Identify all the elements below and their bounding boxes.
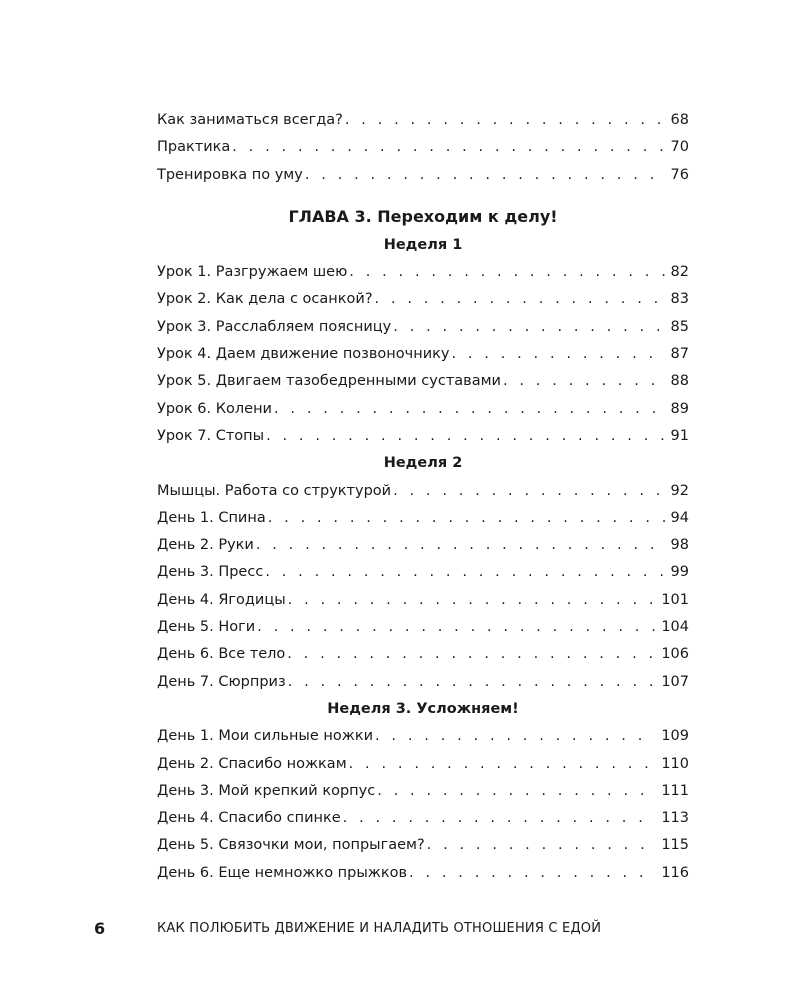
toc-entry-page: 83 [670,291,689,308]
toc-entry-page: 109 [661,728,689,745]
week-heading: Неделя 1 [383,236,463,253]
toc-entry-title: День 3. Мой крепкий корпус [157,782,376,799]
dot-leader [427,832,656,859]
toc-entry [157,396,689,423]
week-heading: Неделя 2 [383,455,463,472]
toc-entry [157,162,689,189]
toc-entry-page: 82 [670,264,689,281]
dot-leader [393,314,664,341]
toc-entry-title: День 1. Мои сильные ножки [157,728,374,745]
toc-entry-page: 115 [661,837,689,854]
toc-entry [157,107,689,134]
dot-leader [349,751,656,778]
toc-entry-title: Урок 2. Как дела с осанкой? [157,291,373,308]
toc-entry-title: Урок 6. Колени [157,400,272,417]
toc-entry-title: Урок 4. Даем движение позвоночнику [157,346,450,363]
toc-entry-title: Как заниматься всегда? [157,112,343,128]
chapter-heading: ГЛАВА 3. Переходим к делу! [288,206,558,226]
toc-entry-title: Урок 7. Стопы [157,427,265,444]
toc-entry-page: 110 [661,755,689,772]
toc-entry-page: 76 [670,166,689,183]
toc-entry [157,723,689,750]
toc-entry-title: Практика [157,139,231,156]
toc-entry [157,587,689,614]
toc-entry [157,860,689,887]
dot-leader [305,162,665,189]
dot-leader [377,778,655,805]
dot-leader [393,478,664,505]
toc-entry-title: Тренировка по уму [157,166,303,183]
toc-entry-page: 88 [670,373,689,390]
toc-entry-title: Урок 1. Разгружаем шею [157,264,348,281]
dot-leader [409,860,655,887]
dot-leader [265,559,664,586]
toc-entry-title: День 2. Спасибо ножкам [157,755,347,772]
toc-entry [157,134,689,161]
page-number: 6 [94,919,106,938]
toc-entry-page: 107 [661,673,689,690]
toc-entry-title: День 4. Ягодицы [157,591,286,608]
toc-entry [157,423,689,450]
toc-entry-page: 101 [661,591,689,608]
dot-leader [256,532,665,559]
toc-entry-page: 98 [670,537,689,554]
dot-leader [343,805,656,832]
toc-entry-page: 87 [670,346,689,363]
toc-entry [157,341,689,368]
toc-entry-title: День 5. Ноги [157,619,256,636]
toc-entry [157,478,689,505]
toc-entry-title: День 7. Сюрприз [157,673,286,690]
table-of-contents [157,107,689,887]
toc-entry-title: День 3. Пресс [157,564,264,581]
dot-leader [503,368,665,395]
toc-entry-title: Мышцы. Работа со структурой [157,482,392,499]
toc-entry-page: 70 [670,139,689,156]
toc-entry-page: 68 [670,112,689,128]
dot-leader [266,423,664,450]
toc-entry-title: День 2. Руки [157,537,254,554]
week-heading: Неделя 3. Усложняем! [327,700,519,717]
dot-leader [349,259,664,286]
dot-leader [451,341,664,368]
toc-entry-title: Урок 5. Двигаем тазобедренными суставами [157,373,501,390]
dot-leader [232,134,664,161]
dot-leader [375,723,655,750]
toc-entry [157,505,689,532]
toc-entry-title: День 1. Спина [157,509,266,526]
toc-entry [157,259,689,286]
toc-entry [157,641,689,668]
toc-entry [157,805,689,832]
toc-entry [157,532,689,559]
toc-entry-page: 85 [670,318,689,335]
running-title: КАК ПОЛЮБИТЬ ДВИЖЕНИЕ И НАЛАДИТЬ ОТНОШЕНИЯ С ЕДОЙ [157,921,602,936]
toc-entry-page: 116 [661,864,689,881]
dot-leader [288,587,656,614]
toc-entry-title: День 4. Спасибо спинке [157,810,341,827]
dot-leader [268,505,665,532]
toc-entry-page: 111 [661,782,689,799]
toc-entry-page: 92 [670,482,689,499]
dot-leader [375,286,665,313]
dot-leader [274,396,665,423]
dot-leader [288,669,656,696]
toc-entry-page: 89 [670,400,689,417]
toc-entry-page: 94 [670,509,689,526]
toc-entry-title: День 6. Еще немножко прыжков [157,864,408,881]
toc-entry-page: 99 [670,564,689,581]
toc-entry-page: 106 [661,646,689,663]
toc-entry [157,832,689,859]
toc-entry [157,614,689,641]
page-footer [0,915,800,945]
dot-leader [287,641,655,668]
toc-entry [157,286,689,313]
toc-entry-page: 91 [670,427,689,444]
toc-entry [157,368,689,395]
toc-entry-title: Урок 3. Расслабляем поясницу [157,318,392,335]
toc-entry [157,669,689,696]
toc-entry [157,751,689,778]
toc-entry [157,778,689,805]
dot-leader [257,614,655,641]
toc-entry-page: 104 [661,619,689,636]
toc-entry-title: День 5. Связочки мои, попрыгаем? [157,837,425,854]
toc-entry [157,559,689,586]
dot-leader [345,107,665,134]
toc-entry [157,314,689,341]
toc-entry-title: День 6. Все тело [157,646,286,663]
toc-entry-page: 113 [661,810,689,827]
